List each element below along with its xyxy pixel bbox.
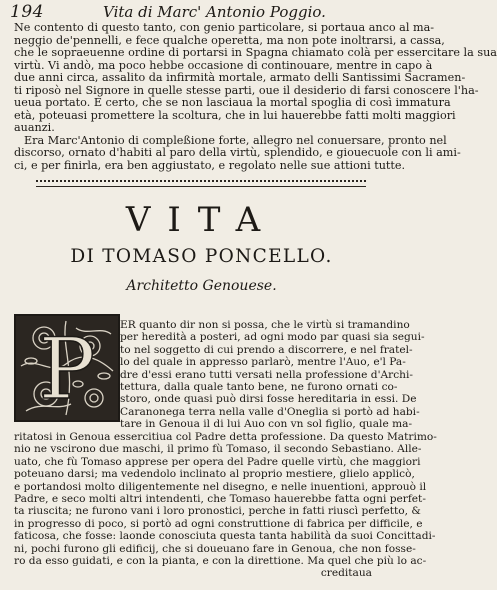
decorated-initial [14, 314, 120, 422]
page-header [8, 2, 398, 22]
text-line: ti riposò nel Signore in quelle stesse parti, oue il desiderio di farsi conoscere l'ha- [14, 83, 479, 97]
text-line: ritatosi in Genoua essercitiua col Padre detta professione. Da questo Matrimo- [14, 431, 437, 443]
text-line: Era Marc'Antonio di compleßione forte, allegro nel conuersare, pronto nel [24, 134, 447, 147]
text-line: ueua portato. E certo, che se non lasciaua la mortal spoglia di così immatura [14, 96, 451, 110]
text-line: due anni circa, assalito da infirmità mortale, armato delli Santissimi Sacramen- [14, 71, 466, 85]
text-line: neggio de'pennelli, e fece qualche operetta, ma non pote inoltrarsi, a cassa, [14, 33, 445, 47]
text-line: età, poteuasi promettere la scoltura, che in lui hauerebbe fatti molti maggiori [14, 108, 456, 122]
initial-letter: P [38, 320, 96, 418]
text-line: virtù. Vi andò, ma poco hebbe occasione di continouare, mentre in capo à [14, 58, 433, 72]
biography-body-text [14, 431, 437, 580]
chapter-subject: DI TOMASO PONCELLO. [70, 246, 333, 267]
text-line: e portandosi molto diligentemente nel disegno, e nelle inuentioni, approuò il [14, 480, 427, 493]
chapter-role: Architetto Genouese. [126, 278, 277, 294]
text-line: auanzi. [14, 121, 55, 135]
text-line: poteuano darsi; ma vedendolo inclinato al proprio mestiere, glielo applicò, [14, 468, 415, 481]
text-line: ta riuscita; ne furono vani i loro pronostici, perche in fatti riuscì perfetto, & [14, 505, 421, 518]
text-line: tare in Genoua il di lui Auo con vn sol figlio, quale ma- [120, 418, 413, 431]
previous-biography-text [14, 21, 497, 135]
text-line: Padre, e seco molti altri intendenti, che Tomaso hauerebbe fatta ogni perfet- [14, 493, 426, 506]
text-line: che le sopraeuenne ordine di portarsi in Spagna chiamato colà per essercitare la sua [14, 46, 497, 60]
text-line: Ne contento di questo tanto, con genio particolare, si portaua anco al ma- [14, 21, 435, 34]
text-line: Caranonega terra nella valle d'Oneglia si portò ad habi- [120, 405, 420, 418]
text-line: ci, e per finirla, era ben aggiustato, e regolato nelle sue attioni tutte. [14, 158, 406, 172]
previous-biography-closing [14, 134, 461, 172]
text-line: lo del quale in appresso parlarò, mentre l'Auo, e'l Pa- [120, 356, 406, 369]
text-line: to nel soggetto di cui prendo a discorrere, e nel fratel- [120, 343, 413, 356]
text-line: ro da esso guidati, e con la pianta, e con la direttione. Ma quel che più lo ac- [14, 555, 427, 568]
text-line: dre d'essi erano tutti versati nella professione d'Archi- [120, 368, 413, 381]
biography-opening-text [120, 319, 425, 431]
ornamental-rule [36, 180, 366, 182]
text-line: in progresso di poco, si portò ad ogni construttione di fabrica per difficile, e [14, 517, 423, 530]
text-line: nio ne vscirono due maschi, il primo fù Tomaso, il secondo Sebastiano. Alle- [14, 443, 422, 456]
text-line: discorso, ornato d'habiti al paro della virtù, splendido, e giouecuole con li ami- [14, 146, 461, 160]
running-title: Vita di Marc' Antonio Poggio. [103, 3, 326, 21]
text-line: tettura, dalla quale tanto bene, ne furono ornati co- [120, 381, 398, 394]
text-line: faticosa, che fosse: laonde conosciuta questa tanta habilità da suoi Concittadi- [14, 530, 436, 543]
floral-initial-icon [16, 316, 118, 420]
divider-line [36, 186, 366, 187]
text-line: uato, che fù Tomaso apprese per opera del Padre quelle virtù, che maggiori [14, 455, 421, 468]
catchword: creditaua [320, 567, 372, 580]
chapter-title: VITA [125, 200, 278, 240]
text-line: storo, onde quasi può dirsi fosse hereditaria in essi. De [120, 393, 417, 406]
text-line: ni, pochi furono gli edificij, che si doueuano fare in Genoua, che non fosse- [14, 542, 416, 555]
page-number: 194 [10, 2, 44, 22]
text-line: ER quanto dir non si possa, che le virtù si tramandino [120, 319, 410, 331]
text-line: per heredità a posteri, ad ogni modo par quasi sia segui- [120, 331, 425, 344]
